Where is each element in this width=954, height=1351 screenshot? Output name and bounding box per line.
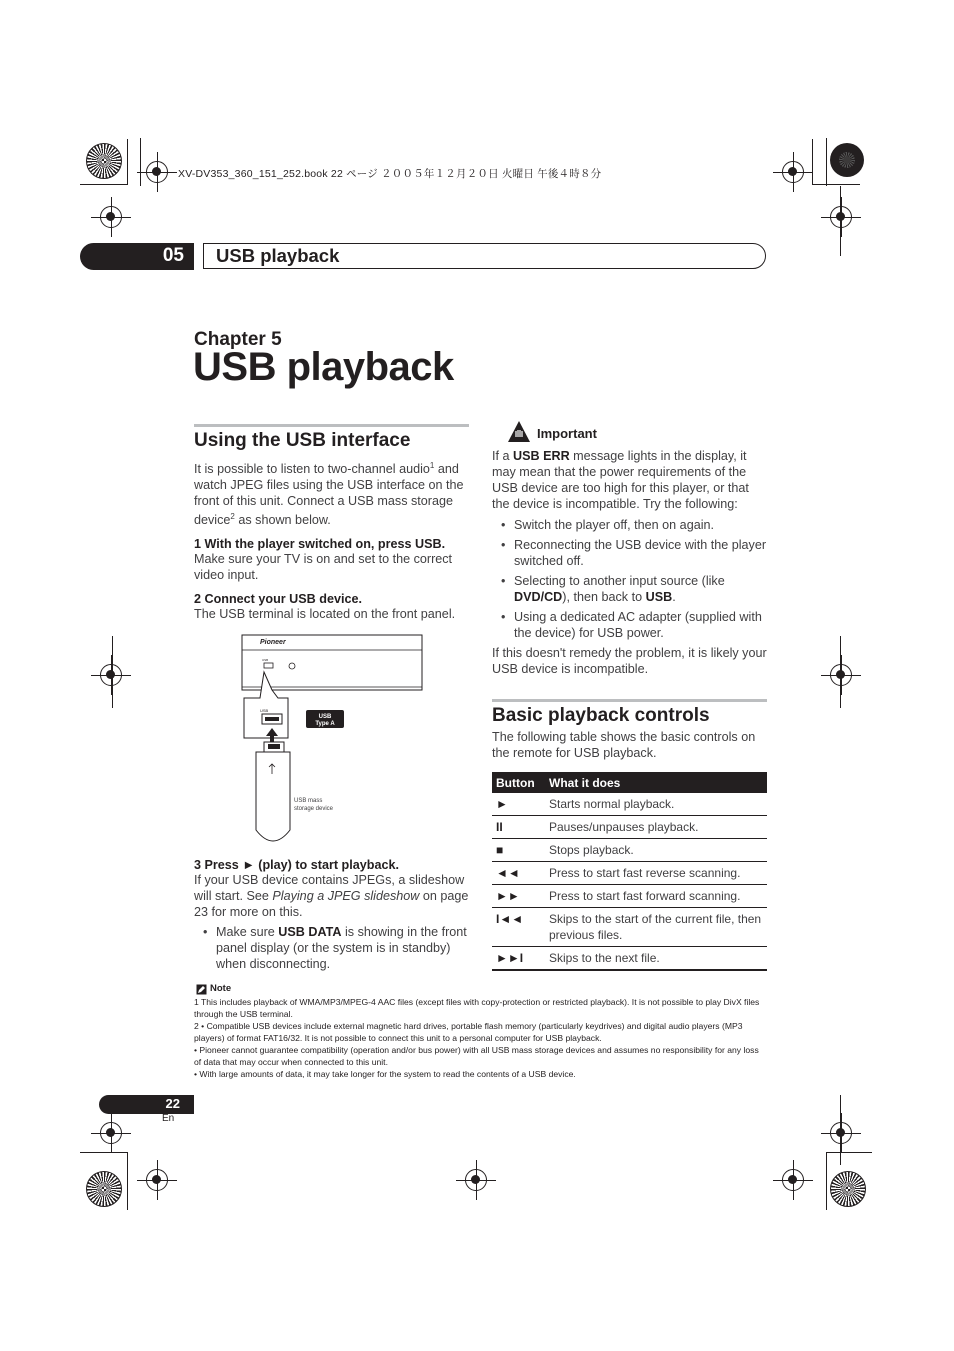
running-title: USB playback — [216, 245, 340, 266]
stop-icon: ■ — [492, 839, 545, 862]
rewind-icon: ◄◄ — [492, 862, 545, 885]
registration-target-icon — [830, 206, 852, 228]
footnote-2c: • With large amounts of data, it may take longer for the system to read the contents of a USB device. — [194, 1069, 576, 1079]
registration-target-icon — [782, 161, 804, 183]
important-paragraph: If a USB ERR message lights in the display, it may mean that the power requirements of the USB device are too high for this player, or that the device is incompatible. Try the following: — [492, 449, 749, 511]
footnote-ref-1: 1 — [429, 461, 435, 470]
footnote-1: 1 This includes playback of WMA/MP3/MPEG-4 AAC files (except files with copy-protection or restricted playback). It is not possible to play DivX files through the USB terminal. — [194, 997, 760, 1019]
step-1-text: Make sure your TV is on and set to the correct video input. — [194, 552, 453, 583]
controls-table — [492, 772, 767, 971]
note-header — [194, 983, 767, 996]
step-3-bullets — [194, 924, 469, 972]
list-item: • Switch the player off, then on again. — [492, 517, 767, 533]
page-number-tab — [99, 1095, 194, 1114]
registration-sun-icon — [830, 1171, 866, 1207]
section-heading-controls: Basic playback controls — [492, 705, 710, 726]
important-header — [492, 420, 767, 446]
footnote-2a: 2 • Compatible USB devices include external magnetic hard drives, portable flash memory (particularly keydrives) and digital audio players (MP3 players) of format FAT16/32. It is not possible to connect this unit to a personal computer for USB playback. — [194, 1021, 743, 1043]
language-code: En — [162, 1113, 175, 1124]
intro-paragraph: It is possible to listen to two-channel audio$^1$ and watch JPEG files using the USB interface on the front of this unit. Connect a USB mass storage device$^2$ as shown below. — [194, 461, 464, 528]
brand-logo: Pioneer — [260, 639, 286, 646]
table-row: ►►I Skips to the next file. — [492, 947, 767, 971]
troubleshoot-bullets — [492, 517, 767, 641]
running-title-bar — [203, 243, 766, 269]
note-pencil-icon — [196, 984, 207, 995]
list-item: • Selecting to another input source (like DVD/CD), then back to USB. — [492, 573, 767, 605]
registration-target-icon — [100, 664, 122, 686]
controls-section — [492, 699, 767, 971]
page-number: 22 — [165, 1096, 180, 1111]
step-1-title: 1 With the player switched on, press USB. — [194, 537, 446, 552]
table-row: ► Starts normal playback. — [492, 793, 767, 816]
column-header: What it does — [545, 772, 767, 793]
section-rule — [492, 699, 767, 702]
power-button-icon — [289, 663, 295, 669]
step-2-title: 2 Connect your USB device. — [194, 592, 362, 607]
pause-icon: II — [492, 816, 545, 839]
registration-target-icon — [465, 1169, 487, 1191]
step-3-text: If your USB device contains JPEGs, a slideshow will start. See Playing a JPEG slideshow on page 23 for more on this. — [194, 873, 469, 919]
chapter-number-tab — [80, 243, 194, 270]
fast-forward-icon: ►► — [492, 885, 545, 908]
table-header-row — [492, 772, 767, 793]
important-heading: Important — [537, 426, 597, 441]
registration-target-icon — [830, 1122, 852, 1144]
left-column — [194, 424, 469, 622]
footnote-2b: • Pioneer cannot guarantee compatibility (operation and/or bus power) with all USB mass storage devices and assumes no responsibility for any loss of data that may occur when connected to this unit. — [194, 1045, 759, 1067]
controls-intro: The following table shows the basic controls on the remote for USB playback. — [492, 730, 756, 760]
registration-target-icon — [830, 664, 852, 686]
table-row: I◄◄ Skips to the start of the current file, then previous files. — [492, 908, 767, 947]
usb-connection-figure — [240, 630, 425, 850]
chapter-label: Chapter 5 — [194, 329, 282, 350]
page-title: USB playback — [193, 345, 454, 389]
registration-target-icon — [146, 1169, 168, 1191]
svg-text:USB mass: USB mass — [294, 798, 323, 804]
list-item: • Using a dedicated AC adapter (supplied with the device) for USB power. — [492, 609, 767, 641]
registration-sun-icon — [86, 1171, 122, 1207]
section-rule — [194, 424, 469, 427]
registration-target-icon — [100, 1122, 122, 1144]
skip-next-icon: ►►I — [492, 947, 545, 971]
play-icon: ► — [492, 793, 545, 816]
skip-back-icon: I◄◄ — [492, 908, 545, 947]
svg-text:Type A: Type A — [315, 721, 335, 727]
registration-target-icon — [146, 161, 168, 183]
list-item: • Make sure USB DATA is showing in the front panel display (or the system is in standby) when disconnecting. — [194, 924, 469, 972]
panel-usb-label: USB — [262, 658, 269, 662]
section-heading-usb-interface: Using the USB interface — [194, 430, 411, 451]
svg-text:storage device: storage device — [294, 806, 334, 812]
note-label: Note — [210, 983, 232, 994]
cross-reference-link: Playing a JPEG slideshow — [272, 889, 420, 903]
table-row: ◄◄ Press to start fast reverse scanning. — [492, 862, 767, 885]
closing-paragraph: If this doesn't remedy the problem, it is likely your USB device is incompatible. — [492, 646, 767, 676]
table-row: ■ Stops playback. — [492, 839, 767, 862]
front-usb-port — [264, 663, 273, 668]
registration-target-icon — [782, 1169, 804, 1191]
right-column — [492, 420, 767, 677]
notes-section — [194, 983, 767, 1080]
registration-target-icon — [100, 206, 122, 228]
footnote-ref-2: 2 — [230, 512, 235, 522]
step-3-block — [194, 858, 469, 976]
svg-text:USB: USB — [318, 714, 332, 720]
svg-text:USB: USB — [260, 708, 269, 713]
table-row: II Pauses/unpauses playback. — [492, 816, 767, 839]
registration-sun-icon — [830, 143, 864, 177]
table-row: ►► Press to start fast forward scanning. — [492, 885, 767, 908]
warning-icon — [507, 420, 531, 444]
chapter-number: 05 — [162, 245, 184, 266]
file-info: XV-DV353_360_151_252.book 22 ページ ２００５年１２月２０日 火曜日 午後４時８分 — [178, 168, 602, 180]
column-header: Button — [492, 772, 545, 793]
registration-sun-icon — [86, 143, 122, 179]
list-item: • Reconnecting the USB device with the player switched off. — [492, 537, 767, 569]
step-2-text: The USB terminal is located on the front panel. — [194, 607, 456, 622]
step-3-title: 3 Press ► (play) to start playback. — [194, 858, 399, 872]
